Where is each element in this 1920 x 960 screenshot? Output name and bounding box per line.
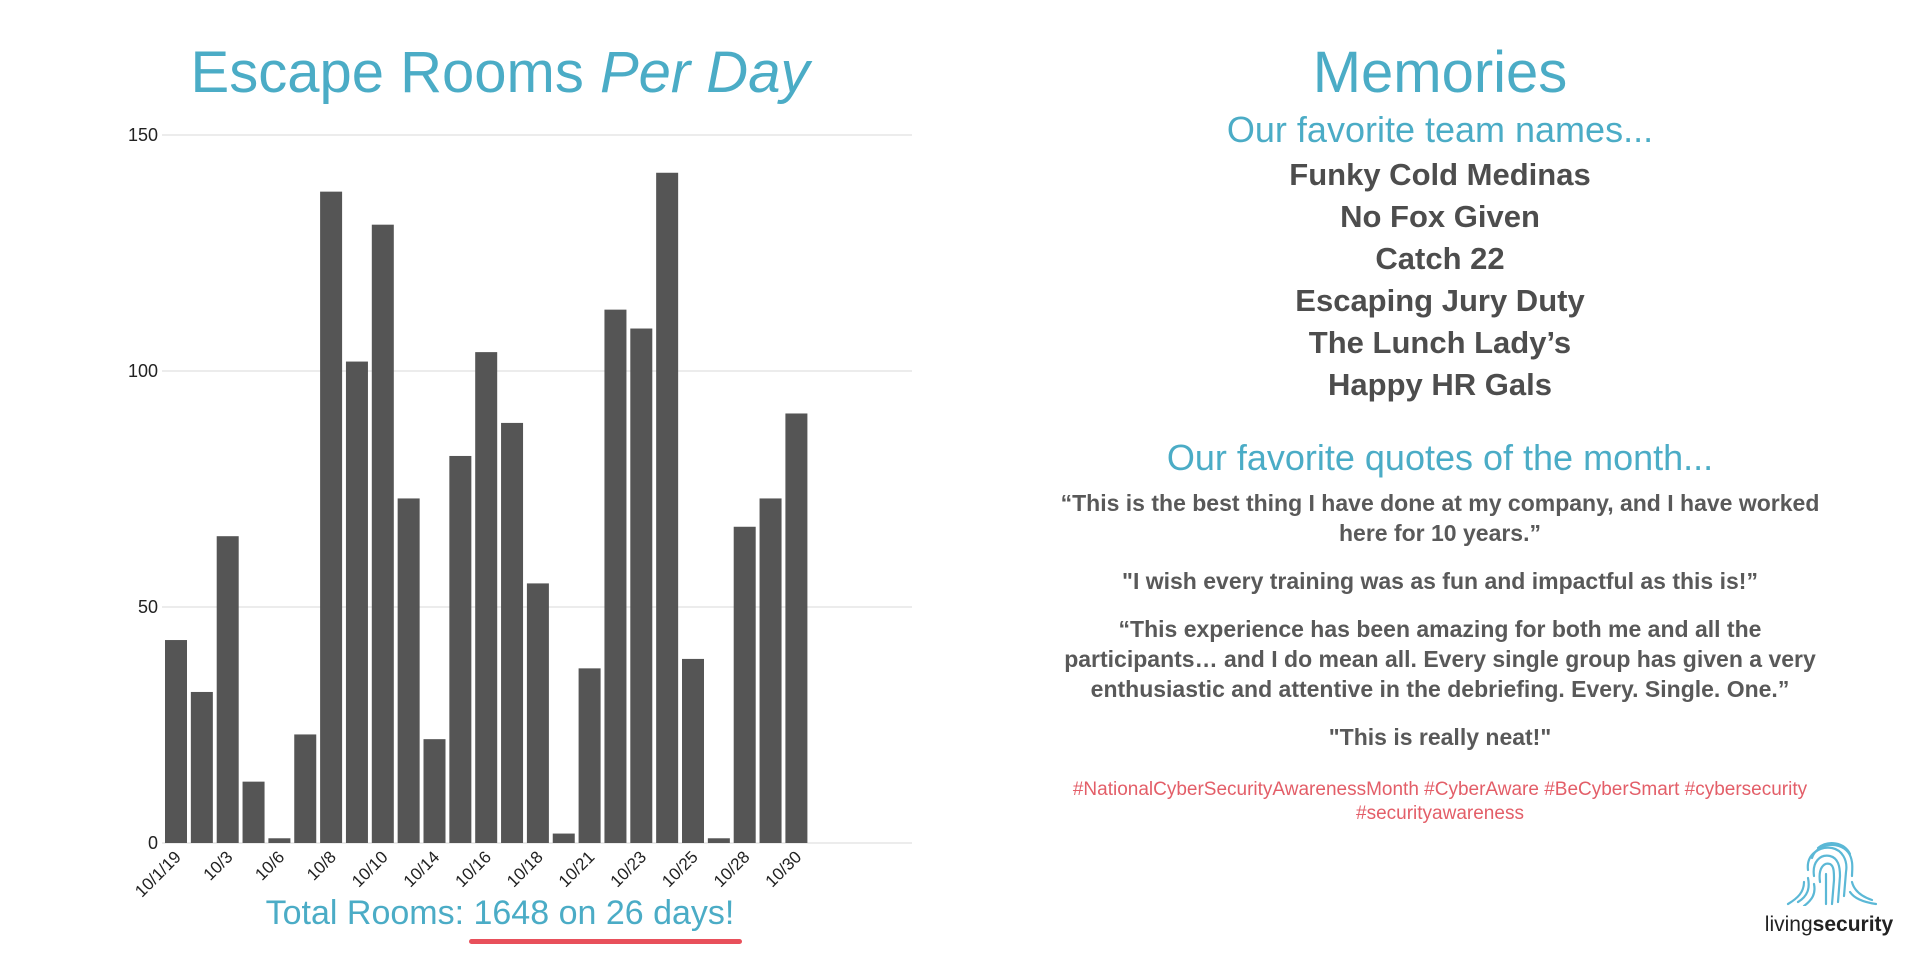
bar (785, 413, 807, 843)
team-name: Funky Cold Medinas (1289, 157, 1591, 192)
total-rooms-value-text: 1648 on 26 days! (473, 894, 735, 932)
brand-name (1754, 912, 1904, 938)
x-tick-label: 10/21 (554, 847, 599, 891)
x-tick-label: 10/10 (348, 847, 392, 891)
x-tick-label: 10/1/19 (131, 847, 185, 901)
bar (165, 640, 187, 843)
bar-chart (0, 0, 920, 960)
bar (760, 498, 782, 843)
memories-title: Memories (1312, 40, 1568, 105)
brand-name-bold: security (1812, 913, 1894, 936)
quote: “This is the best thing I have done at my company, and I have worked here for 10 years.” (1060, 490, 1820, 546)
y-tick-label: 150 (127, 125, 158, 145)
team-name: No Fox Given (1340, 199, 1540, 234)
x-tick-label: 10/8 (303, 847, 340, 885)
fingerprint-icon (1768, 836, 1888, 906)
hashtags: #NationalCyberSecurityAwarenessMonth #CyberAware #BeCyberSmart #cybersecurity #securityawareness (1072, 779, 1808, 824)
bar (217, 536, 239, 843)
total-rooms-label: Total Rooms: (265, 894, 474, 932)
y-tick-label: 100 (127, 361, 158, 381)
bar (475, 352, 497, 843)
bar (553, 834, 575, 843)
x-tick-label: 10/14 (399, 847, 444, 891)
bar (708, 838, 730, 843)
total-rooms-line (120, 892, 880, 934)
bar (656, 173, 678, 843)
x-tick-label: 10/16 (451, 847, 496, 891)
bars (165, 173, 807, 843)
x-tick-label: 10/25 (658, 847, 702, 891)
chart-title-emphasis: Per Day (599, 40, 810, 105)
team-names-list (1050, 154, 1830, 406)
quote: “This experience has been amazing for both me and all the participants… and I do mean all. Every single group has given a very enthusiastic and attentive in the debriefing. Every. Single. One.” (1064, 616, 1816, 702)
x-tick-label: 10/30 (761, 847, 806, 891)
bar (604, 310, 626, 843)
team-names-heading: Our favorite team names... (1226, 109, 1654, 150)
chart-title-main: Escape Rooms (190, 40, 600, 105)
memories-panel (1050, 0, 1830, 826)
brand-name-light: living (1764, 913, 1813, 936)
bar (527, 583, 549, 843)
bar (243, 782, 265, 843)
quotes-list (1050, 488, 1830, 752)
bar (191, 692, 213, 843)
total-rooms-value (473, 894, 734, 932)
bar (398, 498, 420, 843)
y-tick-label: 50 (137, 597, 158, 617)
team-name: Catch 22 (1375, 241, 1505, 276)
quote: "This is really neat!" (1328, 724, 1552, 750)
y-tick-label: 0 (147, 833, 158, 853)
bar (682, 659, 704, 843)
bar (579, 668, 601, 843)
bar (372, 225, 394, 843)
x-tick-label: 10/3 (199, 847, 237, 885)
team-name: Happy HR Gals (1328, 367, 1552, 402)
x-tick-label: 10/6 (251, 847, 289, 885)
bar (424, 739, 446, 843)
quote: "I wish every training was as fun and impactful as this is!” (1122, 568, 1758, 594)
bar (449, 456, 471, 843)
bar (734, 527, 756, 843)
team-name: The Lunch Lady’s (1308, 325, 1572, 360)
x-tick-label: 10/28 (710, 847, 754, 891)
bar (346, 362, 368, 843)
bar (268, 838, 290, 843)
team-name: Escaping Jury Duty (1295, 283, 1585, 318)
y-axis-ticks (128, 125, 158, 853)
bar (320, 192, 342, 843)
x-tick-label: 10/18 (503, 847, 547, 891)
bar (630, 329, 652, 843)
quotes-heading: Our favorite quotes of the month... (1166, 437, 1714, 478)
x-tick-label: 10/23 (606, 847, 651, 891)
bar (501, 423, 523, 843)
total-underline (469, 939, 742, 944)
bar (294, 734, 316, 843)
